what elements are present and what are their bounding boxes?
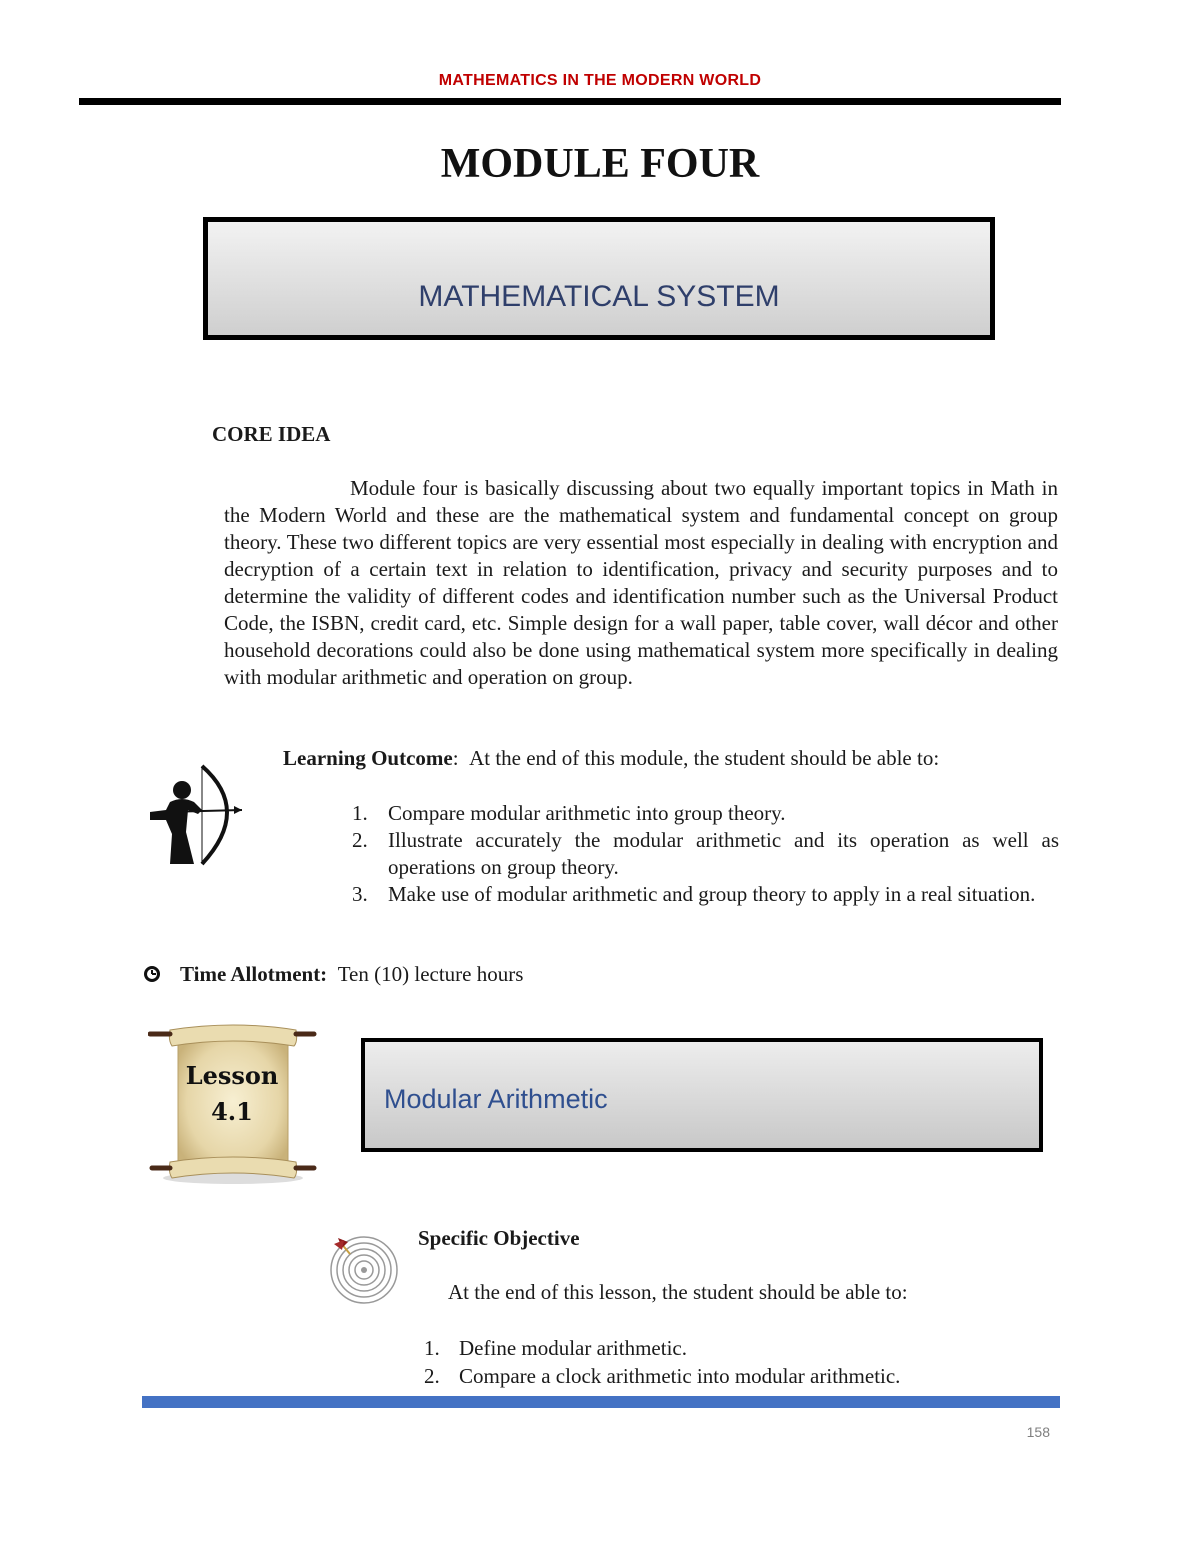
clock-icon (142, 964, 162, 984)
module-topic-box (203, 217, 995, 340)
page-number: 158 (1026, 1424, 1050, 1440)
list-item-number: 1. (352, 801, 368, 825)
list-item-text: Define modular arithmetic. (459, 1336, 687, 1360)
core-idea-paragraph (224, 475, 1058, 691)
time-allotment-label: Time Allotment: (180, 962, 328, 986)
list-item-text: Illustrate accurately the modular arithmetic and its operation as well as operations on group theory. (388, 828, 1059, 879)
list-item-number: 3. (352, 882, 368, 906)
scroll-lesson-number: 4.1 (211, 1097, 253, 1126)
list-item (352, 881, 1059, 908)
lesson-scroll-icon (148, 1020, 318, 1188)
specific-objective-heading: Specific Objective (418, 1226, 580, 1250)
list-item-text: Compare a clock arithmetic into modular arithmetic. (459, 1364, 901, 1388)
module-title: MODULE FOUR (440, 141, 760, 187)
target-icon (328, 1232, 400, 1304)
learning-outcome-separator: : (452, 746, 459, 770)
learning-outcome-intro: At the end of this module, the student should be able to: (469, 746, 940, 770)
time-allotment-value: Ten (10) lecture hours (337, 962, 524, 986)
list-item (352, 800, 1059, 827)
core-idea-heading: CORE IDEA (212, 422, 331, 446)
specific-objective-list (424, 1334, 1044, 1390)
list-item-number: 2. (352, 828, 368, 852)
specific-objective-intro: At the end of this lesson, the student should be able to: (448, 1280, 908, 1304)
list-item (424, 1362, 1044, 1390)
time-allotment-line (180, 962, 523, 987)
lesson-title: Modular Arithmetic (384, 1084, 608, 1114)
list-item (424, 1334, 1044, 1362)
module-topic-text: MATHEMATICAL SYSTEM (418, 280, 780, 313)
archer-icon (142, 760, 246, 870)
learning-outcome-list (352, 800, 1059, 908)
lesson-title-box (361, 1038, 1043, 1152)
footer-bar (142, 1396, 1060, 1408)
scroll-lesson-word: Lesson (185, 1061, 279, 1090)
learning-outcome-line (283, 746, 939, 771)
header-rule (79, 98, 1061, 105)
list-item-number: 2. (424, 1364, 440, 1388)
core-idea-text: Module four is basically discussing about two equally important topics in Math in the Modern World and these are the mathematical system and fundamental concept on group theory. These two different topics are very essential most especially in dealing with encryption and decryption of a certain text in relation to identification, privacy and security purposes and to determine the validity of different codes and identification number such as the Universal Product Code, the ISBN, credit card, etc. Simple design for a wall paper, table cover, wall décor and other household decorations could also be done using mathematical system more specifically in dealing with modular arithmetic and operation on group. (224, 476, 1058, 689)
running-header: MATHEMATICS IN THE MODERN WORLD (438, 72, 762, 89)
list-item-text: Compare modular arithmetic into group theory. (388, 801, 786, 825)
learning-outcome-label: Learning Outcome (283, 746, 453, 770)
list-item (352, 827, 1059, 881)
list-item-text: Make use of modular arithmetic and group theory to apply in a real situation. (388, 882, 1036, 906)
list-item-number: 1. (424, 1336, 440, 1360)
